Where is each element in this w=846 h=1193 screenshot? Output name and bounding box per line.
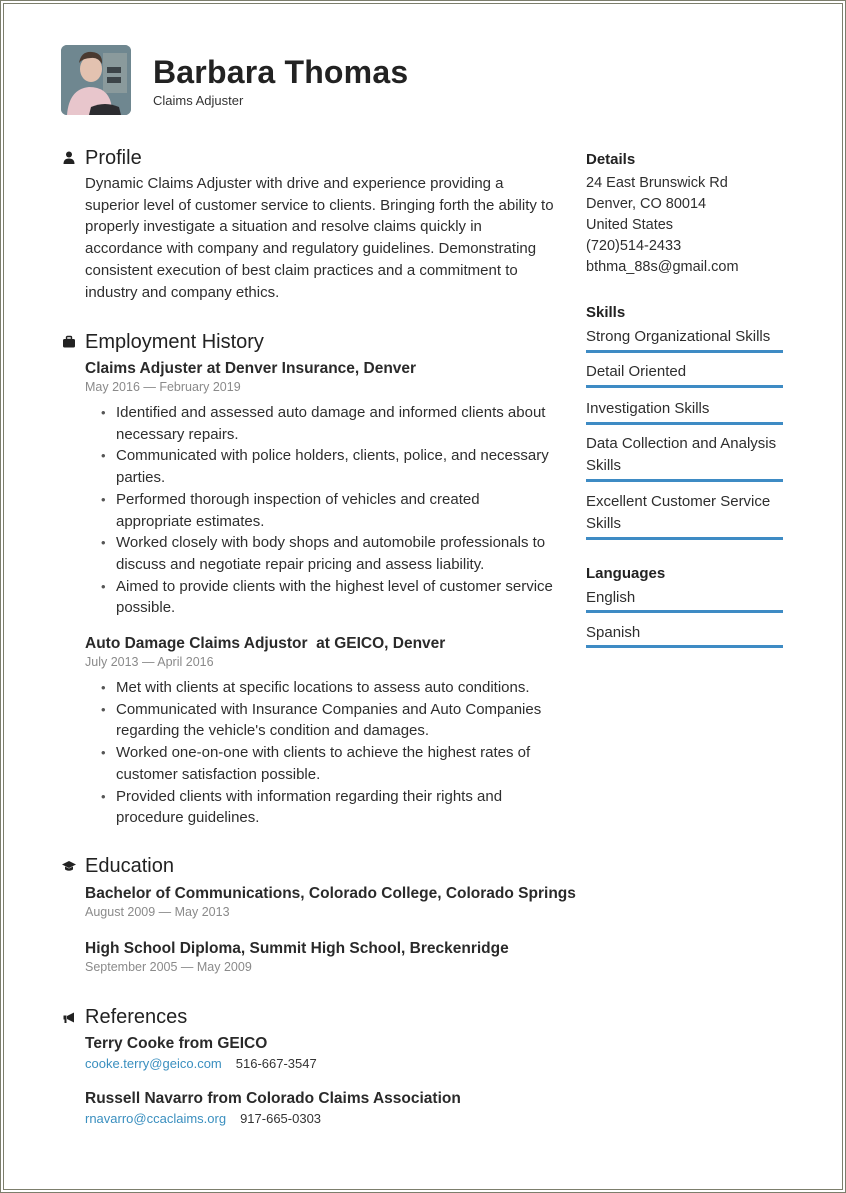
avatar bbox=[61, 45, 131, 115]
education-title: Bachelor of Communications, Colorado College, Colorado Springs bbox=[85, 885, 576, 902]
address-line-2: Denver, CO 80014 bbox=[586, 196, 707, 212]
education-dates: September 2005 — May 2009 bbox=[85, 960, 252, 974]
section-title-profile: Profile bbox=[85, 147, 142, 169]
job-bullet: • Aimed to provide clients with the highest level of customer service possible. bbox=[85, 576, 555, 619]
job-bullet: • Performed thorough inspection of vehicles and created appropriate estimates. bbox=[85, 489, 555, 532]
job-bullet: • Identified and assessed auto damage and informed clients about necessary repairs. bbox=[85, 402, 555, 445]
languages-heading: Languages bbox=[586, 565, 666, 582]
skill-level-bar bbox=[586, 422, 783, 425]
skill-item: Detail Oriented bbox=[586, 363, 687, 380]
job-bullets bbox=[85, 402, 555, 619]
job-bullet: • Worked closely with body shops and automobile professionals to discuss and negotiate repair pricing and assess liability. bbox=[85, 532, 555, 575]
job-bullet: • Worked one-on-one with clients to achieve the highest rates of customer satisfaction possible. bbox=[85, 742, 555, 785]
language-level-bar bbox=[586, 610, 783, 613]
address-line-1: 24 East Brunswick Rd bbox=[586, 175, 728, 191]
skill-level-bar bbox=[586, 385, 783, 388]
megaphone-icon bbox=[62, 1011, 76, 1025]
candidate-title: Claims Adjuster bbox=[153, 93, 244, 108]
job-bullet: • Provided clients with information regarding their rights and procedure guidelines. bbox=[85, 786, 555, 829]
profile-photo bbox=[61, 45, 131, 115]
education-title: High School Diploma, Summit High School, Breckenridge bbox=[85, 940, 509, 957]
skill-item: Strong Organizational Skills bbox=[586, 328, 771, 345]
language-level-bar bbox=[586, 645, 783, 648]
skills-heading: Skills bbox=[586, 304, 626, 321]
details-heading: Details bbox=[586, 151, 636, 168]
phone-number: (720)514-2433 bbox=[586, 238, 682, 254]
reference-phone: 516-667-3547 bbox=[235, 1056, 317, 1071]
briefcase-icon bbox=[62, 335, 76, 349]
job-bullet: • Communicated with Insurance Companies and Auto Companies regarding the vehicle's condition and damages. bbox=[85, 699, 555, 742]
reference-email-link[interactable]: cooke.terry@geico.com bbox=[85, 1056, 222, 1071]
language-item: English bbox=[586, 589, 636, 606]
job-dates: July 2013 — April 2016 bbox=[85, 655, 214, 669]
skill-level-bar bbox=[586, 537, 783, 540]
candidate-name: Barbara Thomas bbox=[153, 54, 409, 90]
section-title-employment: Employment History bbox=[85, 331, 264, 353]
job-title: Claims Adjuster at Denver Insurance, Denver bbox=[85, 360, 417, 377]
address-country: United States bbox=[586, 217, 674, 233]
job-bullets bbox=[85, 677, 555, 829]
reference-email-link[interactable]: rnavarro@ccaclaims.org bbox=[85, 1111, 227, 1126]
skill-item: Excellent Customer Service Skills bbox=[586, 493, 771, 532]
job-bullet: • Met with clients at specific locations to assess auto conditions. bbox=[85, 677, 555, 699]
job-dates: May 2016 — February 2019 bbox=[85, 380, 241, 394]
job-bullet: • Communicated with police holders, clients, police, and necessary parties. bbox=[85, 445, 555, 488]
reference-name: Russell Navarro from Colorado Claims Association bbox=[85, 1090, 461, 1107]
skill-item: Investigation Skills bbox=[586, 400, 710, 417]
graduation-cap-icon bbox=[62, 859, 76, 873]
section-title-references: References bbox=[85, 1006, 188, 1028]
job-title: Auto Damage Claims Adjustor at GEICO, Denver bbox=[85, 635, 446, 652]
reference-name: Terry Cooke from GEICO bbox=[85, 1035, 268, 1052]
profile-summary: Dynamic Claims Adjuster with drive and experience providing a superior level of customer service to clients. Bringing forth the ability to properly investigate a situation and resolve claims quickly in accordance with company and regulatory guidelines. Demonstrating consistent execution of best claim practices and a commitment to industry and company ethics. bbox=[85, 175, 554, 301]
skill-item: Data Collection and Analysis Skills bbox=[586, 435, 777, 474]
person-icon bbox=[62, 151, 76, 165]
language-item: Spanish bbox=[586, 624, 641, 641]
reference-contact bbox=[85, 1056, 317, 1071]
reference-contact bbox=[85, 1111, 321, 1126]
email-link[interactable]: bthma_88s@gmail.com bbox=[586, 259, 739, 275]
education-dates: August 2009 — May 2013 bbox=[85, 905, 230, 919]
section-title-education: Education bbox=[85, 855, 174, 877]
skill-level-bar bbox=[586, 350, 783, 353]
reference-phone: 917-665-0303 bbox=[240, 1111, 322, 1126]
skill-level-bar bbox=[586, 479, 783, 482]
